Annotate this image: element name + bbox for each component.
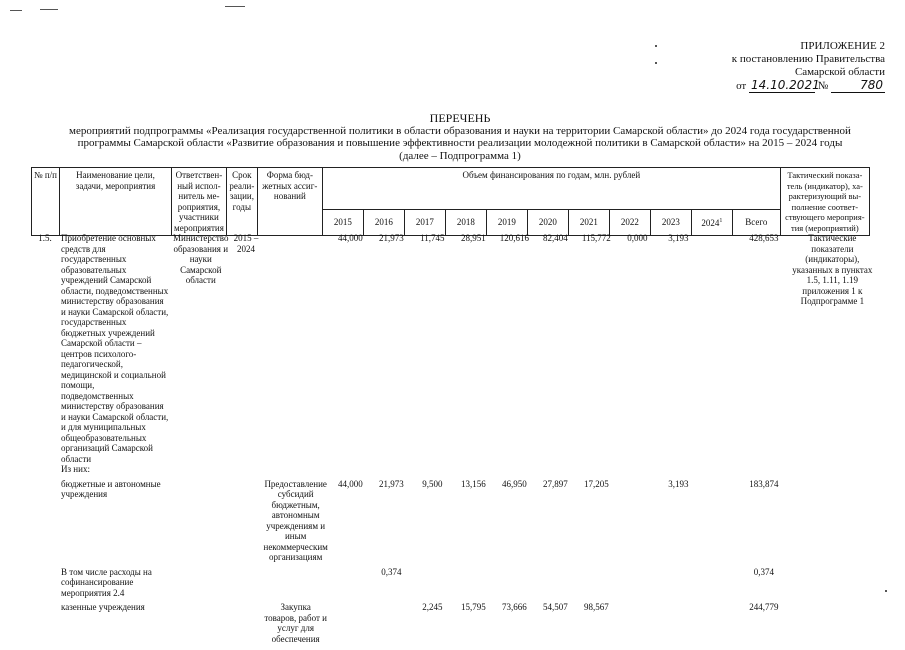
row-value: 2,245 xyxy=(422,602,443,612)
row-value: 3,193 xyxy=(668,478,689,489)
table-row xyxy=(31,565,877,601)
row-name: В том числе расходы на софинансирование мероприятия 2.4 xyxy=(61,566,152,598)
row-num xyxy=(31,600,59,650)
row-term xyxy=(231,565,262,601)
row-name-text: Приобретение основных средств для государственных образовательных учреждений Самарской области, подведомственных министерству образования и науки Самарской области, государственных бюджетных учреждений Самарской области – центров психолого-педагогической, медицинской и социальной помощи, подведомственных министерству образования и науки Самарской области, и для муниципальных общеобразовательных организаций Самарской области xyxy=(61,233,169,464)
row-value: 27,897 xyxy=(542,478,568,489)
row-indicator: Тактические показатели (индикаторы), указанных в пунктах 1.5, 1.11, 1.19 приложения 1 к Подпрограмме 1 xyxy=(792,233,873,306)
row-value xyxy=(658,600,699,650)
scan-speck xyxy=(10,10,22,11)
row-value xyxy=(576,565,617,601)
row-indicator xyxy=(788,477,877,565)
year-header: 2022 xyxy=(609,209,650,235)
table-row xyxy=(31,231,877,477)
appendix-line1: ПРИЛОЖЕНИЕ 2 xyxy=(800,40,885,52)
row-resp xyxy=(171,600,231,650)
row-value: 21,973 xyxy=(378,233,404,243)
scan-speck xyxy=(885,590,887,592)
handwritten-date: 14.10.2021 xyxy=(751,78,820,92)
row-num: 1.5. xyxy=(38,233,52,243)
col-header-name: Наименование цели, задачи, мероприятия xyxy=(60,168,172,236)
document-title: ПЕРЕЧЕНЬ xyxy=(429,111,491,125)
row-value: 13,156 xyxy=(460,478,486,489)
footnote-mark: 1 xyxy=(719,218,723,225)
row-term xyxy=(231,477,262,565)
row-value xyxy=(658,565,699,601)
scan-speck xyxy=(225,6,245,7)
row-value xyxy=(330,565,371,601)
row-value xyxy=(453,565,494,601)
scan-speck xyxy=(40,9,58,10)
row-name-tail: Из них: xyxy=(61,464,90,474)
handwritten-number: 780 xyxy=(831,79,885,93)
row-value: 46,950 xyxy=(501,478,527,489)
year-header: 2023 xyxy=(650,209,691,235)
row-name xyxy=(59,231,171,477)
year-header: 2015 xyxy=(322,209,363,235)
row-value xyxy=(535,565,576,601)
row-total: 183,874 xyxy=(749,478,779,489)
year-header: 2017 xyxy=(404,209,445,235)
title-line1: мероприятий подпрограммы «Реализация государственной политики в области образования и науки на территории Самарской области» до 2024 года государственной xyxy=(69,124,851,137)
row-indicator xyxy=(788,600,877,650)
row-resp xyxy=(171,565,231,601)
row-value: 28,951 xyxy=(460,233,486,243)
row-value: 54,507 xyxy=(542,602,568,612)
year-header: 2021 xyxy=(568,209,609,235)
row-indicator xyxy=(788,565,877,601)
col-header-resp: Ответствен-ный испол-нитель ме-роприятия, участники мероприятия xyxy=(172,168,227,236)
row-term xyxy=(231,600,262,650)
scan-speck xyxy=(655,45,657,47)
row-value xyxy=(699,565,740,601)
col-header-form: Форма бюд-жетных ассиг-нований xyxy=(257,168,322,236)
row-value: 82,404 xyxy=(542,233,568,243)
appendix-block xyxy=(725,40,885,93)
title-block xyxy=(60,112,860,162)
scan-speck xyxy=(655,62,657,64)
title-line3: (далее – Подпрограмма 1) xyxy=(399,149,521,162)
col-header-term: Срок реали-зации, годы xyxy=(226,168,257,236)
row-value xyxy=(494,565,535,601)
appendix-line2: к постановлению Правительства xyxy=(731,53,885,65)
row-value xyxy=(699,600,740,650)
row-total: 0,374 xyxy=(753,566,774,577)
row-value xyxy=(617,477,658,565)
row-value: 120,616 xyxy=(499,233,529,243)
year-header: 2016 xyxy=(363,209,404,235)
row-form xyxy=(262,565,330,601)
year-header: 2018 xyxy=(445,209,486,235)
row-num xyxy=(31,565,59,601)
row-value xyxy=(699,477,740,565)
row-form: Закупка товаров, работ и услуг для обеспечения xyxy=(264,602,327,644)
row-value: 21,973 xyxy=(378,478,404,489)
row-total: 428,653 xyxy=(749,233,779,243)
col-header-funding: Объем финансирования по годам, млн. рублей xyxy=(322,168,780,210)
total-header: Всего xyxy=(732,209,780,235)
table-row xyxy=(31,477,877,565)
row-value: 44,000 xyxy=(337,233,363,243)
from-label: от xyxy=(736,80,747,92)
row-name: казенные учреждения xyxy=(61,602,145,612)
row-value: 0,000 xyxy=(627,233,648,243)
row-total: 244,779 xyxy=(749,602,779,612)
table-row xyxy=(31,600,877,650)
row-value xyxy=(617,565,658,601)
row-resp xyxy=(171,477,231,565)
title-line2: программы Самарской области «Развитие образования и повышение эффективности реализации молодежной политики в Самарской области» на 2015 – 2024 годы xyxy=(77,137,843,149)
appendix-date-line xyxy=(725,79,885,93)
row-value: 17,205 xyxy=(583,478,609,489)
row-value: 73,666 xyxy=(501,602,527,612)
appendix-line3: Самарской области xyxy=(794,66,885,78)
row-value xyxy=(330,600,371,650)
row-value: 0,374 xyxy=(381,566,402,577)
body-table xyxy=(31,231,877,650)
row-num xyxy=(31,477,59,565)
row-name: бюджетные и автономные учреждения xyxy=(61,478,161,499)
col-header-indicator: Тактический показа-тель (индикатор), ха-рактеризующий вы-полнение соответ-ствующего мероприя-тия (мероприятий) xyxy=(780,168,869,236)
row-value: 15,795 xyxy=(460,602,486,612)
col-header-num: № п/п xyxy=(32,168,60,236)
row-value: 98,567 xyxy=(583,602,609,612)
row-value: 9,500 xyxy=(422,478,443,489)
row-value xyxy=(371,600,412,650)
header-table xyxy=(31,167,870,236)
row-form xyxy=(262,231,330,477)
row-value xyxy=(617,600,658,650)
year-header: 2020 xyxy=(527,209,568,235)
year-2024-label: 2024 xyxy=(701,218,720,229)
row-term: 2015 – 2024 xyxy=(233,233,259,254)
row-value: 115,772 xyxy=(581,233,611,243)
number-label: № xyxy=(817,80,829,92)
row-value: 11,745 xyxy=(420,233,445,243)
year-header: 2019 xyxy=(486,209,527,235)
row-form: Предоставление субсидий бюджетным, автономным учреждениям и иным некоммерческим организациям xyxy=(263,478,328,562)
row-resp: Министерство образования и науки Самарской области xyxy=(173,233,229,285)
row-value: 44,000 xyxy=(337,478,363,489)
row-value xyxy=(412,565,453,601)
row-value: 3,193 xyxy=(668,233,689,243)
row-value xyxy=(699,231,740,477)
